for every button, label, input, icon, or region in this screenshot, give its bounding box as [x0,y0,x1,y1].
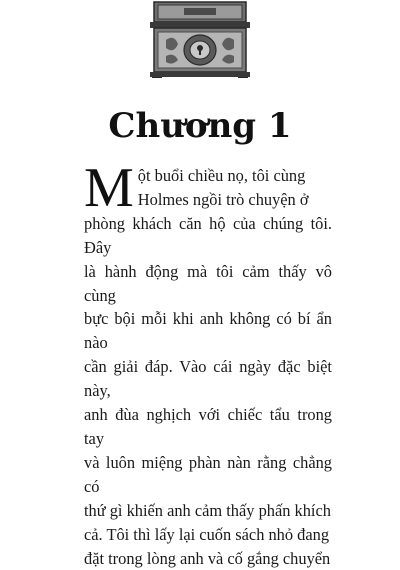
text-line: anh đùa nghịch với chiếc tẩu trong tay [84,403,332,451]
text-line: ột buổi chiều nọ, tôi cùng [84,164,332,188]
chapter-body [84,164,332,570]
text-line: đặt trong lòng anh và cố gắng chuyển [84,547,332,570]
text-line: phòng khách căn hộ của chúng tôi. Đây [84,212,332,260]
text-line: cả. Tôi thì lấy lại cuốn sách nhỏ đang [84,523,332,547]
text-line: và luôn miệng phàn nàn rằng chẳng có [84,451,332,499]
text-line: thứ gì khiến anh cảm thấy phấn khích [84,499,332,523]
text-line: Holmes ngồi trò chuyện ở [84,188,332,212]
chapter-title: Chương 1 [0,104,400,148]
treasure-chest-icon [148,0,252,78]
text-line: cần giải đáp. Vào cái ngày đặc biệt này, [84,355,332,403]
text-line: là hành động mà tôi cảm thấy vô cùng [84,260,332,308]
text-line: bực bội mỗi khi anh không có bí ẩn nào [84,307,332,355]
drop-cap: M [84,166,134,210]
